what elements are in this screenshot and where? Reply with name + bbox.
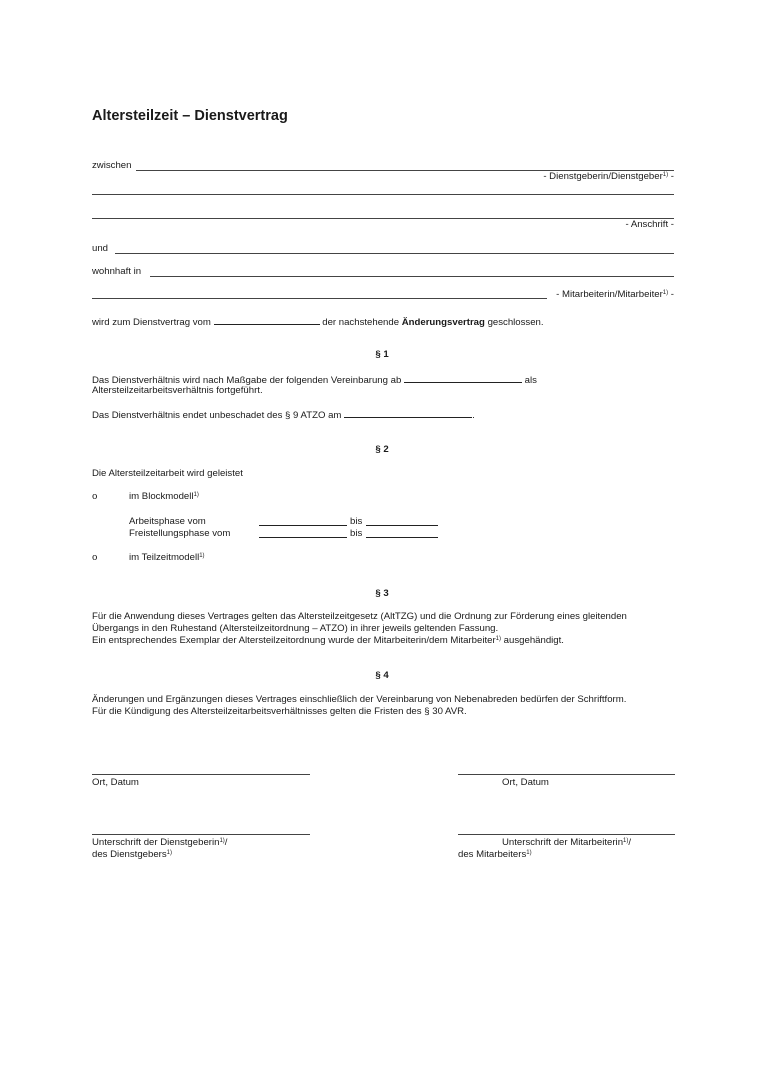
s4-line2: Für die Kündigung des Altersteilzeitarbeitsverhältnisses gelten die Fristen des § 30 AVR.	[92, 706, 467, 717]
place-date-label-right: Ort, Datum	[502, 777, 549, 788]
checkbox-blockmodell[interactable]: o	[92, 492, 98, 502]
s4-line1: Änderungen und Ergänzungen dieses Vertrages einschließlich der Vereinbarung von Nebenabreden bedürfen der Schriftform.	[92, 694, 627, 705]
freistellungsphase-to-blank[interactable]	[366, 537, 438, 538]
contract-date-blank[interactable]	[214, 315, 320, 325]
employee-signature-line[interactable]	[458, 834, 675, 835]
s3-line3: Ein entsprechendes Exemplar der Altersteilzeitordnung wurde der Mitarbeiterin/dem Mitarbeiter$^{1)}$ ausgehändigt.	[92, 635, 564, 646]
employer-address-line[interactable]	[92, 218, 674, 219]
employer-extra-line[interactable]	[92, 194, 674, 195]
employee-residence-line[interactable]	[150, 276, 674, 277]
start-date-blank[interactable]	[404, 373, 522, 383]
employee-label: - Mitarbeiterin/Mitarbeiter$^{1)}$ -	[556, 289, 674, 300]
und-label: und	[92, 243, 109, 254]
s1-line1: Das Dienstverhältnis wird nach Maßgabe der folgenden Vereinbarung ab als	[92, 375, 537, 386]
zwischen-label: zwischen	[92, 160, 132, 171]
section-3-heading: § 3	[375, 588, 389, 599]
employee-signature-label-2: des Mitarbeiters$^{1)}$	[458, 849, 532, 860]
employer-signature-label: Unterschrift der Dienstgeberin$^{1)}$/	[92, 837, 228, 848]
s1-line2: Altersteilzeitarbeitsverhältnis fortgeführt.	[92, 385, 263, 396]
employee-signature-label: Unterschrift der Mitarbeiterin$^{1)}$/	[502, 837, 632, 848]
place-date-line-right[interactable]	[458, 774, 675, 775]
option-teilzeitmodell: im Teilzeitmodell$^{1)}$	[129, 552, 205, 563]
s3-line1: Für die Anwendung dieses Vertrages gelten das Altersteilzeitgesetz (AltTZG) und die Ordnung zur Förderung eines gleitenden	[92, 611, 627, 622]
option-blockmodell: im Blockmodell$^{1)}$	[129, 491, 199, 502]
arbeitsphase-label: Arbeitsphase vom	[129, 516, 206, 527]
place-date-line-left[interactable]	[92, 774, 310, 775]
s3-line2: Übergangs in den Ruhestand (Altersteilzeitordnung – ATZO) in ihrer jeweils geltenden Fassung.	[92, 623, 499, 634]
freistellungsphase-label: Freistellungsphase vom	[129, 528, 231, 539]
s1-line3: Das Dienstverhältnis endet unbeschadet des § 9 ATZO am .	[92, 410, 475, 421]
arbeitsphase-to-blank[interactable]	[366, 525, 438, 526]
employer-label: - Dienstgeberin/Dienstgeber$^{1)}$ -	[543, 171, 674, 182]
employer-signature-line[interactable]	[92, 834, 310, 835]
freistellungsphase-bis: bis	[350, 528, 363, 539]
employee-name-line[interactable]	[115, 253, 674, 254]
arbeitsphase-bis: bis	[350, 516, 363, 527]
section-1-heading: § 1	[375, 349, 389, 360]
s2-intro: Die Altersteilzeitarbeit wird geleistet	[92, 468, 243, 479]
intro-sentence: wird zum Dienstvertrag vom der nachstehende Änderungsvertrag geschlossen.	[92, 317, 544, 328]
end-date-blank[interactable]	[344, 408, 472, 418]
section-4-heading: § 4	[375, 670, 389, 681]
place-date-label-left: Ort, Datum	[92, 777, 139, 788]
document-title: Altersteilzeit – Dienstvertrag	[92, 108, 288, 124]
wohnhaft-label: wohnhaft in	[92, 266, 142, 277]
arbeitsphase-from-blank[interactable]	[259, 525, 347, 526]
address-label: - Anschrift -	[625, 219, 674, 230]
checkbox-teilzeitmodell[interactable]: o	[92, 553, 98, 563]
section-2-heading: § 2	[375, 444, 389, 455]
employee-address-line[interactable]	[92, 298, 547, 299]
freistellungsphase-from-blank[interactable]	[259, 537, 347, 538]
employer-signature-label-2: des Dienstgebers$^{1)}$	[92, 849, 173, 860]
